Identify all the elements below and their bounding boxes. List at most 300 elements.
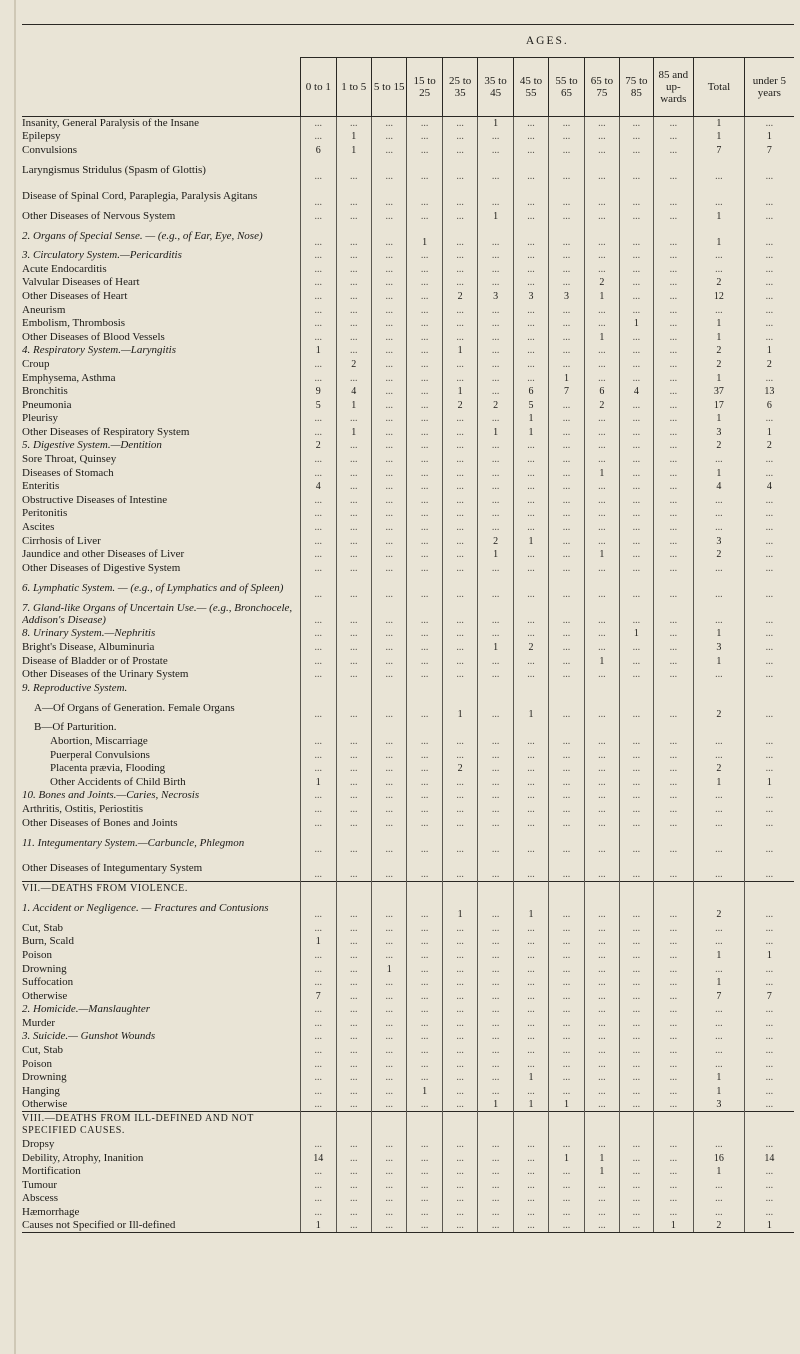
count-cell-under5: ... xyxy=(744,976,794,990)
count-cell-55to65: ... xyxy=(549,976,584,990)
count-cell-65to75: 6 xyxy=(584,385,619,399)
count-cell-65to75: ... xyxy=(584,895,619,921)
count-cell-85up: ... xyxy=(653,144,694,158)
table-row xyxy=(22,895,794,921)
count-cell-5to15: ... xyxy=(371,330,406,344)
count-cell-65to75: ... xyxy=(584,762,619,776)
count-cell-85up: ... xyxy=(653,1030,694,1044)
count-cell-55to65: ... xyxy=(549,453,584,467)
count-cell-total: 1 xyxy=(694,371,745,385)
count-cell-65to75: ... xyxy=(584,1017,619,1031)
count-cell-25to35: ... xyxy=(442,439,477,453)
count-cell-35to45: ... xyxy=(478,1085,513,1099)
count-cell-75to85: ... xyxy=(620,290,653,304)
count-cell-0to1: 1 xyxy=(301,1219,336,1233)
count-cell-total xyxy=(694,1112,745,1138)
count-cell-55to65: ... xyxy=(549,1206,584,1220)
count-cell-0to1: 6 xyxy=(301,144,336,158)
count-cell-25to35: ... xyxy=(442,1003,477,1017)
count-cell-0to1: 1 xyxy=(301,775,336,789)
count-cell-5to15: ... xyxy=(371,157,406,183)
count-cell-15to25: ... xyxy=(407,1030,442,1044)
count-cell-1to5 xyxy=(336,1112,371,1138)
count-cell-5to15: ... xyxy=(371,654,406,668)
count-cell-5to15: ... xyxy=(371,1044,406,1058)
count-cell-total: ... xyxy=(694,921,745,935)
count-cell-0to1: ... xyxy=(301,1057,336,1071)
count-cell-5to15: ... xyxy=(371,1003,406,1017)
count-cell-15to25: ... xyxy=(407,439,442,453)
count-cell-5to15: ... xyxy=(371,762,406,776)
count-cell-75to85: ... xyxy=(620,157,653,183)
count-cell-5to15: ... xyxy=(371,439,406,453)
count-cell-15to25: ... xyxy=(407,762,442,776)
count-cell-45to55: ... xyxy=(513,789,548,803)
count-cell-55to65: ... xyxy=(549,276,584,290)
count-cell-5to15: ... xyxy=(371,371,406,385)
count-cell-35to45 xyxy=(478,721,513,735)
count-cell-0to1 xyxy=(301,1112,336,1138)
count-cell-total: 1 xyxy=(694,117,745,131)
cause-label: Hanging xyxy=(22,1084,60,1097)
count-cell-85up: ... xyxy=(653,426,694,440)
count-cell-35to45: ... xyxy=(478,949,513,963)
count-cell-75to85: ... xyxy=(620,976,653,990)
count-cell-15to25: ... xyxy=(407,601,442,627)
count-cell-55to65 xyxy=(549,721,584,735)
count-cell-under5: ... xyxy=(744,1085,794,1099)
table-row xyxy=(22,157,794,183)
count-cell-0to1: ... xyxy=(301,601,336,627)
count-cell-75to85: ... xyxy=(620,1071,653,1085)
count-cell-1to5: ... xyxy=(336,1192,371,1206)
count-cell-25to35: ... xyxy=(442,1219,477,1233)
count-cell-45to55: ... xyxy=(513,276,548,290)
count-cell-under5: ... xyxy=(744,856,794,882)
cause-label: Valvular Diseases of Heart xyxy=(22,276,140,289)
count-cell-1to5: ... xyxy=(336,262,371,276)
count-cell-45to55: ... xyxy=(513,144,548,158)
count-cell-0to1: ... xyxy=(301,157,336,183)
count-cell-55to65: ... xyxy=(549,935,584,949)
count-cell-25to35: ... xyxy=(442,548,477,562)
count-cell-55to65: ... xyxy=(549,816,584,830)
count-cell-25to35: ... xyxy=(442,249,477,263)
count-cell-35to45: ... xyxy=(478,668,513,682)
count-cell-1to5: ... xyxy=(336,816,371,830)
count-cell-55to65 xyxy=(549,1112,584,1138)
count-cell-25to35: ... xyxy=(442,144,477,158)
count-cell-0to1: ... xyxy=(301,262,336,276)
count-cell-5to15: ... xyxy=(371,895,406,921)
table-row xyxy=(22,426,794,440)
count-cell-45to55: ... xyxy=(513,1179,548,1193)
count-cell-45to55: ... xyxy=(513,371,548,385)
count-cell-45to55: ... xyxy=(513,209,548,223)
count-cell-45to55: ... xyxy=(513,935,548,949)
count-cell-65to75: ... xyxy=(584,439,619,453)
count-cell-85up: ... xyxy=(653,371,694,385)
table-row xyxy=(22,494,794,508)
count-cell-1to5: ... xyxy=(336,1030,371,1044)
count-cell-0to1: ... xyxy=(301,1071,336,1085)
table-row xyxy=(22,1085,794,1099)
count-cell-total: 2 xyxy=(694,762,745,776)
count-cell-5to15: ... xyxy=(371,548,406,562)
count-cell-under5: ... xyxy=(744,303,794,317)
count-cell-1to5: ... xyxy=(336,1179,371,1193)
count-cell-under5: ... xyxy=(744,453,794,467)
count-cell-5to15: ... xyxy=(371,385,406,399)
count-cell-65to75: ... xyxy=(584,816,619,830)
table-row xyxy=(22,627,794,641)
count-cell-75to85: ... xyxy=(620,816,653,830)
count-cell-under5: ... xyxy=(744,276,794,290)
cause-label: Mortification xyxy=(22,1165,81,1178)
count-cell-25to35: ... xyxy=(442,209,477,223)
count-cell-65to75: ... xyxy=(584,695,619,721)
count-cell-35to45: ... xyxy=(478,976,513,990)
count-cell-under5: ... xyxy=(744,548,794,562)
count-cell-45to55: ... xyxy=(513,748,548,762)
count-cell-15to25: ... xyxy=(407,117,442,131)
count-cell-25to35: ... xyxy=(442,317,477,331)
count-cell-85up: ... xyxy=(653,949,694,963)
count-cell-15to25: ... xyxy=(407,494,442,508)
count-cell-45to55: ... xyxy=(513,949,548,963)
count-cell-65to75: ... xyxy=(584,748,619,762)
count-cell-under5 xyxy=(744,721,794,735)
count-cell-85up: ... xyxy=(653,290,694,304)
count-cell-85up: ... xyxy=(653,117,694,131)
count-cell-15to25: ... xyxy=(407,1151,442,1165)
cause-label: Otherwise xyxy=(22,989,68,1002)
count-cell-25to35 xyxy=(442,882,477,896)
count-cell-5to15: ... xyxy=(371,453,406,467)
table-row xyxy=(22,144,794,158)
count-cell-35to45: ... xyxy=(478,803,513,817)
count-cell-35to45: ... xyxy=(478,130,513,144)
cause-label: Tumour xyxy=(22,1178,58,1191)
count-cell-0to1: ... xyxy=(301,1192,336,1206)
count-cell-75to85: ... xyxy=(620,1151,653,1165)
count-cell-75to85: ... xyxy=(620,921,653,935)
cause-label: Other Accidents of Child Birth xyxy=(50,775,186,788)
count-cell-15to25: ... xyxy=(407,157,442,183)
count-cell-45to55: 1 xyxy=(513,895,548,921)
count-cell-65to75: ... xyxy=(584,1098,619,1112)
count-cell-45to55: ... xyxy=(513,303,548,317)
count-cell-85up: ... xyxy=(653,1192,694,1206)
table-row xyxy=(22,1017,794,1031)
count-cell-15to25: ... xyxy=(407,816,442,830)
count-cell-15to25: 1 xyxy=(407,1085,442,1099)
count-cell-45to55: ... xyxy=(513,1138,548,1152)
count-cell-25to35: ... xyxy=(442,989,477,1003)
count-cell-under5: ... xyxy=(744,1044,794,1058)
count-cell-75to85: ... xyxy=(620,1044,653,1058)
count-cell-under5: ... xyxy=(744,748,794,762)
count-cell-55to65: ... xyxy=(549,426,584,440)
table-header xyxy=(22,25,794,117)
count-cell-75to85: ... xyxy=(620,789,653,803)
count-cell-45to55: ... xyxy=(513,830,548,856)
count-cell-1to5: ... xyxy=(336,344,371,358)
count-cell-15to25: ... xyxy=(407,641,442,655)
count-cell-25to35: ... xyxy=(442,1151,477,1165)
cause-label: 8. Urinary System.—Nephritis xyxy=(22,627,156,640)
count-cell-5to15 xyxy=(371,882,406,896)
count-cell-35to45: ... xyxy=(478,385,513,399)
table-row xyxy=(22,856,794,882)
count-cell-under5: ... xyxy=(744,1098,794,1112)
count-cell-5to15: ... xyxy=(371,1030,406,1044)
count-cell-25to35: ... xyxy=(442,735,477,749)
count-cell-25to35: 2 xyxy=(442,290,477,304)
count-cell-15to25: ... xyxy=(407,803,442,817)
count-cell-45to55: ... xyxy=(513,1165,548,1179)
count-cell-5to15: ... xyxy=(371,223,406,249)
count-cell-1to5: ... xyxy=(336,1165,371,1179)
count-cell-total: 2 xyxy=(694,358,745,372)
count-cell-75to85: ... xyxy=(620,1206,653,1220)
count-cell-45to55: ... xyxy=(513,762,548,776)
count-cell-total: 1 xyxy=(694,330,745,344)
count-cell-85up: ... xyxy=(653,1179,694,1193)
count-cell-15to25: ... xyxy=(407,385,442,399)
count-cell-5to15: ... xyxy=(371,830,406,856)
count-cell-5to15: ... xyxy=(371,303,406,317)
count-cell-45to55: ... xyxy=(513,803,548,817)
count-cell-total: 3 xyxy=(694,534,745,548)
count-cell-75to85: ... xyxy=(620,507,653,521)
cause-label: Disease of Bladder or of Prostate xyxy=(22,654,168,667)
count-cell-1to5: ... xyxy=(336,789,371,803)
table-row xyxy=(22,1206,794,1220)
count-cell-0to1: ... xyxy=(301,183,336,209)
count-cell-5to15: ... xyxy=(371,789,406,803)
table-row xyxy=(22,290,794,304)
age-column-header-55to65: 55 to 65 xyxy=(549,58,584,117)
count-cell-85up: ... xyxy=(653,398,694,412)
count-cell-75to85: 1 xyxy=(620,317,653,331)
count-cell-total: ... xyxy=(694,1179,745,1193)
count-cell-45to55: 1 xyxy=(513,426,548,440)
age-column-header-65to75: 65 to 75 xyxy=(584,58,619,117)
count-cell-under5: ... xyxy=(744,209,794,223)
count-cell-5to15: ... xyxy=(371,1085,406,1099)
count-cell-75to85: ... xyxy=(620,371,653,385)
count-cell-45to55: ... xyxy=(513,856,548,882)
count-cell-55to65: ... xyxy=(549,1057,584,1071)
count-cell-total: 7 xyxy=(694,989,745,1003)
count-cell-5to15: ... xyxy=(371,627,406,641)
count-cell-under5: ... xyxy=(744,668,794,682)
count-cell-5to15: ... xyxy=(371,117,406,131)
count-cell-15to25 xyxy=(407,882,442,896)
count-cell-55to65: ... xyxy=(549,358,584,372)
count-cell-25to35: 2 xyxy=(442,398,477,412)
count-cell-15to25: ... xyxy=(407,1057,442,1071)
cause-label: Other Diseases of Blood Vessels xyxy=(22,330,165,343)
count-cell-1to5: ... xyxy=(336,534,371,548)
count-cell-45to55: ... xyxy=(513,627,548,641)
count-cell-65to75: ... xyxy=(584,1057,619,1071)
count-cell-35to45: ... xyxy=(478,1206,513,1220)
count-cell-85up: ... xyxy=(653,1085,694,1099)
count-cell-85up: ... xyxy=(653,157,694,183)
count-cell-1to5: ... xyxy=(336,735,371,749)
table-row xyxy=(22,601,794,627)
count-cell-35to45: ... xyxy=(478,1030,513,1044)
count-cell-75to85 xyxy=(620,682,653,696)
count-cell-total: ... xyxy=(694,575,745,601)
count-cell-total: ... xyxy=(694,1030,745,1044)
count-cell-under5: 1 xyxy=(744,344,794,358)
count-cell-55to65: ... xyxy=(549,562,584,576)
count-cell-45to55: ... xyxy=(513,439,548,453)
count-cell-1to5: ... xyxy=(336,830,371,856)
count-cell-5to15: ... xyxy=(371,466,406,480)
count-cell-65to75: ... xyxy=(584,976,619,990)
age-column-header-45to55: 45 to 55 xyxy=(513,58,548,117)
count-cell-85up: ... xyxy=(653,534,694,548)
count-cell-1to5: ... xyxy=(336,654,371,668)
count-cell-total: 1 xyxy=(694,976,745,990)
cause-label: A—Of Organs of Generation. Female Organs xyxy=(34,701,235,714)
count-cell-under5: ... xyxy=(744,507,794,521)
count-cell-25to35: ... xyxy=(442,223,477,249)
count-cell-45to55: ... xyxy=(513,1017,548,1031)
count-cell-15to25: ... xyxy=(407,548,442,562)
cause-label: 9. Reproductive System. xyxy=(22,681,128,694)
count-cell-5to15: ... xyxy=(371,209,406,223)
count-cell-15to25: ... xyxy=(407,654,442,668)
count-cell-85up: ... xyxy=(653,183,694,209)
count-cell-total: 1 xyxy=(694,775,745,789)
count-cell-45to55: ... xyxy=(513,1206,548,1220)
count-cell-35to45: ... xyxy=(478,1151,513,1165)
count-cell-under5 xyxy=(744,882,794,896)
count-cell-35to45: ... xyxy=(478,935,513,949)
count-cell-15to25: ... xyxy=(407,317,442,331)
count-cell-75to85: ... xyxy=(620,249,653,263)
count-cell-1to5: ... xyxy=(336,317,371,331)
cause-label: Peritonitis xyxy=(22,507,68,520)
count-cell-25to35: ... xyxy=(442,1071,477,1085)
count-cell-65to75: ... xyxy=(584,453,619,467)
count-cell-25to35: ... xyxy=(442,157,477,183)
count-cell-total: ... xyxy=(694,453,745,467)
count-cell-0to1: ... xyxy=(301,1179,336,1193)
count-cell-55to65: ... xyxy=(549,830,584,856)
count-cell-85up: ... xyxy=(653,521,694,535)
count-cell-65to75: ... xyxy=(584,117,619,131)
count-cell-under5: ... xyxy=(744,1179,794,1193)
count-cell-25to35: ... xyxy=(442,976,477,990)
count-cell-total: 1 xyxy=(694,317,745,331)
count-cell-25to35: ... xyxy=(442,627,477,641)
cause-label: Dropsy xyxy=(22,1138,55,1151)
count-cell-65to75: ... xyxy=(584,358,619,372)
count-cell-15to25: ... xyxy=(407,627,442,641)
count-cell-55to65: ... xyxy=(549,117,584,131)
count-cell-65to75: ... xyxy=(584,962,619,976)
count-cell-5to15: ... xyxy=(371,1165,406,1179)
count-cell-85up xyxy=(653,682,694,696)
cause-label: Other Diseases of Digestive System xyxy=(22,561,181,574)
cause-label: Epilepsy xyxy=(22,130,61,143)
count-cell-1to5: ... xyxy=(336,548,371,562)
table-row xyxy=(22,453,794,467)
count-cell-15to25: ... xyxy=(407,1003,442,1017)
age-column-header-under5: under 5 years xyxy=(744,58,794,117)
count-cell-1to5: ... xyxy=(336,453,371,467)
count-cell-15to25: ... xyxy=(407,1165,442,1179)
count-cell-1to5: ... xyxy=(336,521,371,535)
table-row xyxy=(22,935,794,949)
count-cell-35to45: ... xyxy=(478,144,513,158)
count-cell-0to1: ... xyxy=(301,223,336,249)
count-cell-85up: ... xyxy=(653,130,694,144)
count-cell-85up: ... xyxy=(653,935,694,949)
count-cell-85up xyxy=(653,882,694,896)
count-cell-total: ... xyxy=(694,789,745,803)
count-cell-75to85: ... xyxy=(620,575,653,601)
count-cell-0to1: ... xyxy=(301,303,336,317)
table-row xyxy=(22,249,794,263)
count-cell-1to5: ... xyxy=(336,439,371,453)
count-cell-under5: 1 xyxy=(744,775,794,789)
count-cell-under5: ... xyxy=(744,262,794,276)
count-cell-25to35: ... xyxy=(442,276,477,290)
count-cell-15to25: ... xyxy=(407,1044,442,1058)
count-cell-65to75: ... xyxy=(584,1085,619,1099)
count-cell-under5: ... xyxy=(744,223,794,249)
count-cell-35to45: ... xyxy=(478,695,513,721)
count-cell-75to85: ... xyxy=(620,209,653,223)
count-cell-75to85: ... xyxy=(620,695,653,721)
count-cell-25to35: ... xyxy=(442,748,477,762)
count-cell-15to25: ... xyxy=(407,856,442,882)
count-cell-15to25: ... xyxy=(407,276,442,290)
cause-label: Placenta prævia, Flooding xyxy=(50,762,166,775)
count-cell-55to65: ... xyxy=(549,668,584,682)
count-cell-0to1 xyxy=(301,721,336,735)
count-cell-5to15: ... xyxy=(371,695,406,721)
count-cell-35to45: ... xyxy=(478,412,513,426)
count-cell-35to45: ... xyxy=(478,1003,513,1017)
count-cell-total: ... xyxy=(694,748,745,762)
count-cell-45to55: ... xyxy=(513,494,548,508)
count-cell-55to65: ... xyxy=(549,1219,584,1233)
count-cell-0to1: ... xyxy=(301,1098,336,1112)
count-cell-35to45: ... xyxy=(478,1165,513,1179)
count-cell-25to35: ... xyxy=(442,358,477,372)
count-cell-25to35: ... xyxy=(442,480,477,494)
count-cell-under5: ... xyxy=(744,1071,794,1085)
cause-label: Acute Endocarditis xyxy=(22,262,107,275)
count-cell-total xyxy=(694,882,745,896)
table-row xyxy=(22,789,794,803)
count-cell-75to85: ... xyxy=(620,830,653,856)
count-cell-1to5: ... xyxy=(336,290,371,304)
count-cell-65to75: ... xyxy=(584,494,619,508)
count-cell-total: 1 xyxy=(694,1071,745,1085)
count-cell-0to1: ... xyxy=(301,575,336,601)
count-cell-65to75: ... xyxy=(584,317,619,331)
count-cell-55to65: ... xyxy=(549,466,584,480)
